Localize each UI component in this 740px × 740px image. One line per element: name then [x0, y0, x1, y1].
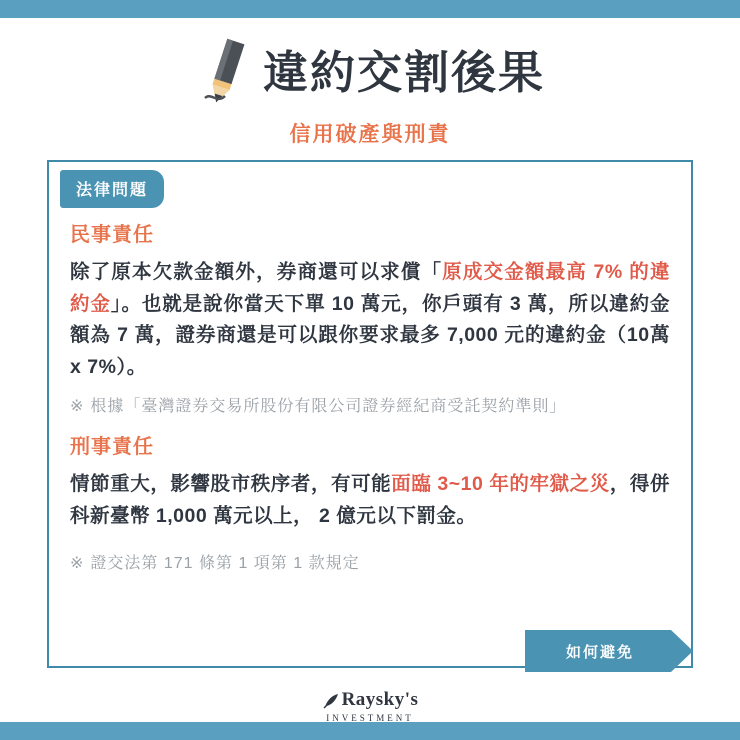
note-star-icon: ※: [70, 398, 85, 416]
section-heading-civil: 民事責任: [70, 224, 154, 246]
section-paragraph-criminal: [70, 469, 670, 532]
civil-text-2: 」。也就是說你當天下單 10 萬元，你戶頭有 3 萬，所以違約金額為 7 萬，證券商還是可以跟你要求最多 7,000 元的違約金（10萬 x 7%）。: [70, 292, 670, 378]
footer-logo: [0, 690, 740, 723]
note-star-icon-2: ※: [70, 555, 85, 573]
criminal-text-1: 情節重大，影響股市秩序者，有可能: [70, 473, 392, 496]
header: [0, 18, 740, 158]
pencil-icon: [195, 36, 257, 108]
page-subtitle: 信用破產與刑責: [289, 123, 451, 146]
logo-name: Raysky's: [341, 689, 419, 710]
criminal-text-2: ，得併科新臺幣 1,000 萬元以上， 2 億元以下罰金。: [70, 473, 670, 527]
logo-name-row: [0, 690, 740, 710]
card-body: [70, 218, 676, 587]
civil-text-1: 除了原本欠款金額外，券商還可以求償「: [70, 261, 443, 283]
section-heading-criminal: 刑事責任: [70, 436, 154, 459]
civil-highlight: 原成交金額最高 7% 的違約金: [70, 261, 670, 315]
section-note-criminal: [70, 550, 676, 573]
bottom-decorative-bar: [0, 722, 740, 740]
title-row: [0, 36, 740, 108]
criminal-highlight: 面臨 3~10 年的牢獄之災: [391, 473, 610, 496]
civil-note-text: 根據「臺灣證券交易所股份有限公司證券經紀商受託契約準則」: [90, 398, 567, 416]
top-decorative-bar: [0, 0, 740, 18]
how-to-avoid-label: 如何避免: [565, 643, 634, 661]
section-note-civil: [70, 393, 676, 416]
how-to-avoid-button[interactable]: [525, 630, 693, 672]
logo-subtitle: INVESTMENT: [326, 712, 414, 723]
section-paragraph-civil: [70, 257, 670, 383]
criminal-note-text: 證交法第 171 條第 1 項第 1 款規定: [90, 555, 360, 573]
page-title: 違約交割後果: [262, 46, 545, 98]
card-tag-legal-question: 法律問題: [60, 170, 164, 208]
quill-icon: [322, 692, 340, 710]
